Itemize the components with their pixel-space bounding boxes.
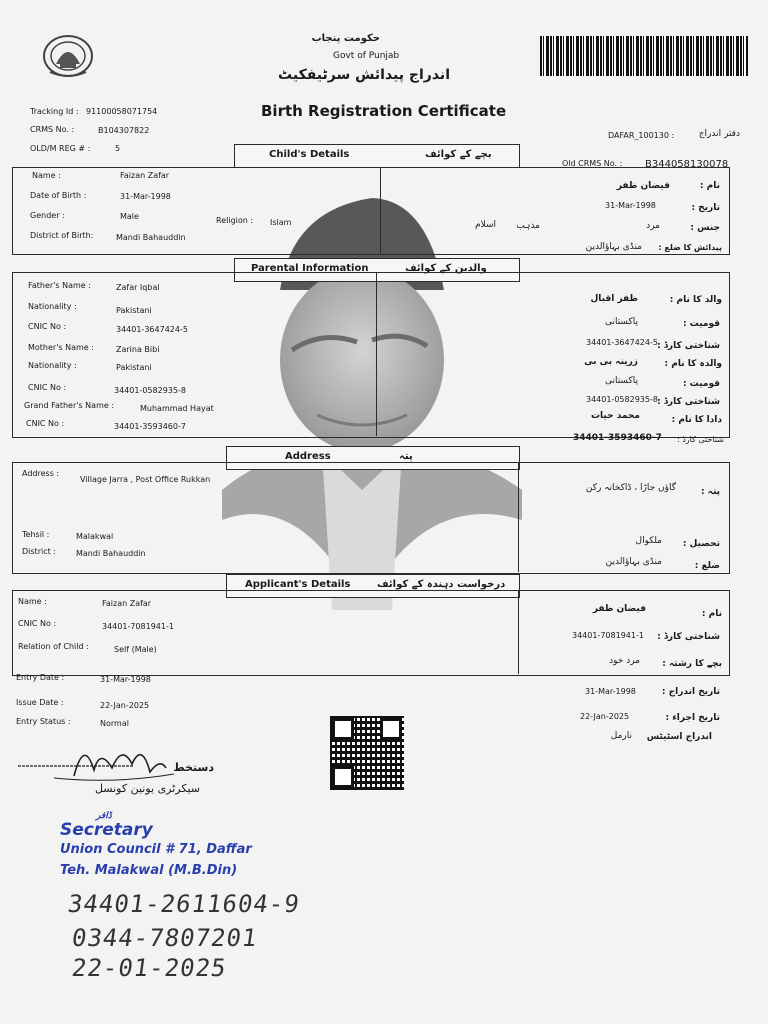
handwritten-cnic: 34401-2611604-9 bbox=[66, 890, 302, 918]
old-reg-label: OLD/M REG # : bbox=[30, 144, 91, 153]
district-value-urdu: منڈی بہاؤالدین bbox=[605, 557, 662, 567]
applicant-name-urdu: فیضان ظفر bbox=[592, 604, 646, 614]
child-district: Mandi Bahauddin bbox=[116, 233, 186, 242]
address-value-urdu: گاؤں جاڑا ، ڈاکخانہ رکن bbox=[585, 483, 676, 493]
child-name: Faizan Zafar bbox=[120, 171, 170, 180]
stamp-small-urdu: ڈافر bbox=[96, 811, 112, 821]
entry-status-urdu: نارمل bbox=[610, 731, 632, 741]
qr-finder-tr bbox=[380, 718, 402, 740]
applicant-section-title: Applicant's Details bbox=[245, 579, 351, 590]
old-crms-label: Old CRMS No. : bbox=[562, 159, 623, 168]
barcode bbox=[540, 36, 748, 76]
child-dob: 31-Mar-1998 bbox=[120, 192, 171, 201]
address-label: Address : bbox=[22, 469, 60, 478]
child-dob-urdu: 31-Mar-1998 bbox=[605, 201, 656, 210]
dafar-code: DAFAR_100130 : bbox=[608, 131, 675, 140]
nationality1-label: Nationality : bbox=[28, 302, 77, 311]
grandfather-label-urdu: دادا کا نام : bbox=[671, 415, 722, 425]
mother-name-urdu: زرینہ بی بی bbox=[584, 357, 638, 367]
secretary-label-urdu: سیکرٹری یونین کونسل bbox=[94, 782, 200, 795]
tehsil-label: Tehsil : bbox=[22, 530, 50, 539]
applicant-name-label: Name : bbox=[18, 597, 47, 606]
father-label-urdu: والد کا نام : bbox=[669, 295, 722, 305]
old-crms-value: B344058130078 bbox=[645, 159, 729, 170]
entry-status-label-urdu: اندراج اسٹیٹس bbox=[646, 732, 712, 742]
applicant-cnic: 34401-7081941-1 bbox=[102, 622, 174, 631]
father-name: Zafar Iqbal bbox=[116, 283, 160, 292]
nationality1: Pakistani bbox=[116, 306, 152, 315]
parent-divider bbox=[376, 272, 377, 436]
child-religion-label: Religion : bbox=[216, 216, 254, 225]
child-gender-urdu: مرد bbox=[646, 221, 660, 231]
punjab-emblem-logo bbox=[40, 30, 96, 80]
cnic3-label-urdu: شناختی کارڈ : bbox=[676, 435, 724, 444]
nationality2-label-urdu: قومیت : bbox=[682, 379, 720, 389]
crms-value: B104307822 bbox=[98, 126, 150, 135]
cnic1-label: CNIC No : bbox=[28, 322, 67, 331]
qr-finder-bl bbox=[332, 766, 354, 788]
applicant-name: Faizan Zafar bbox=[102, 599, 152, 608]
applicant-name-label-urdu: نام : bbox=[701, 609, 722, 619]
entry-status-label: Entry Status : bbox=[16, 717, 71, 726]
district-label: District : bbox=[22, 547, 56, 556]
relation-value-urdu: مرد خود bbox=[609, 656, 640, 666]
certificate-title-urdu: اندراج پیدائش سرٹیفکیٹ bbox=[278, 67, 450, 83]
mother-label-urdu: والدہ کا نام : bbox=[664, 359, 722, 369]
old-reg-value: 5 bbox=[115, 144, 121, 153]
entry-status: Normal bbox=[100, 719, 129, 728]
applicant-cnic-label-urdu: شناختی کارڈ : bbox=[657, 632, 720, 642]
cnic2-label-urdu: شناختی کارڈ : bbox=[657, 397, 720, 407]
tehsil-value: Malakwal bbox=[76, 532, 114, 541]
crms-label: CRMS No. : bbox=[30, 125, 75, 134]
tracking-label: Tracking Id : bbox=[30, 107, 79, 116]
tracking-value: 91100058071754 bbox=[86, 107, 158, 116]
address-divider bbox=[518, 462, 519, 572]
district-value: Mandi Bahauddin bbox=[76, 549, 146, 558]
mother-name: Zarina Bibi bbox=[116, 345, 160, 354]
cnic3: 34401-3593460-7 bbox=[114, 422, 186, 431]
child-divider bbox=[380, 167, 381, 253]
child-gender-label: Gender : bbox=[30, 211, 65, 220]
child-section-title-urdu: بچے کے کوائف bbox=[425, 149, 492, 160]
address-label-urdu: پتہ : bbox=[700, 487, 720, 497]
child-name-urdu: فیضان ظفر bbox=[616, 181, 670, 191]
address-section-title: Address bbox=[285, 451, 331, 462]
issue-date-label-urdu: تاریخ اجراء : bbox=[665, 713, 720, 723]
issue-date-urdu: 22-Jan-2025 bbox=[580, 712, 630, 721]
grandfather-name: Muhammad Hayat bbox=[140, 404, 214, 413]
cnic3-urdu: 34401-3593460-7 bbox=[573, 433, 662, 443]
nationality2-label: Nationality : bbox=[28, 361, 77, 370]
stamp-tehsil: Teh. Malakwal (M.B.Din) bbox=[60, 863, 238, 878]
cnic3-label: CNIC No : bbox=[26, 419, 65, 428]
relation-label-urdu: بچے کا رشتہ : bbox=[662, 659, 722, 669]
child-religion-urdu: اسلام bbox=[475, 220, 496, 230]
applicant-divider bbox=[518, 590, 519, 674]
tehsil-label-urdu: تحصیل : bbox=[682, 539, 720, 549]
mother-label: Mother's Name : bbox=[28, 343, 94, 352]
grandfather-name-urdu: محمد حیات bbox=[590, 411, 640, 421]
child-religion-label-urdu: مذہب bbox=[516, 221, 540, 231]
child-dob-label: Date of Birth : bbox=[30, 191, 87, 200]
stamp-secretary: Secretary bbox=[60, 820, 153, 840]
nationality2: Pakistani bbox=[116, 363, 152, 372]
father-name-urdu: ظفر اقبال bbox=[590, 294, 638, 304]
issue-date: 22-Jan-2025 bbox=[100, 701, 150, 710]
entry-date: 31-Mar-1998 bbox=[100, 675, 151, 684]
child-gender: Male bbox=[120, 212, 139, 221]
child-district-label-urdu: پیدائش کا ضلع : bbox=[658, 243, 722, 252]
child-district-urdu: منڈی بہاؤالدین bbox=[585, 242, 642, 252]
district-label-urdu: ضلع : bbox=[694, 561, 720, 571]
govt-title: Govt of Punjab bbox=[333, 51, 400, 61]
handwritten-date: 22-01-2025 bbox=[70, 954, 229, 982]
dafar-label-urdu: دفتر اندراج bbox=[698, 129, 740, 139]
handwritten-phone: 0344-7807201 bbox=[70, 924, 260, 952]
child-district-label: District of Birth: bbox=[30, 231, 94, 240]
issue-date-label: Issue Date : bbox=[16, 698, 64, 707]
relation-label: Relation of Child : bbox=[18, 642, 89, 651]
entry-date-label: Entry Date : bbox=[16, 673, 65, 682]
govt-title-urdu: حکومت پنجاب bbox=[311, 33, 380, 44]
father-label: Father's Name : bbox=[28, 281, 91, 290]
child-dob-label-urdu: تاریخ : bbox=[691, 203, 720, 213]
relation-value: Self (Male) bbox=[114, 645, 157, 654]
applicant-section-title-urdu: درخواست دہندہ کے کوائف bbox=[377, 579, 506, 590]
child-section-title: Child's Details bbox=[269, 149, 350, 160]
cnic1-label-urdu: شناختی کارڈ : bbox=[657, 341, 720, 351]
stamp-union-council: Union Council # 71, Daffar bbox=[60, 842, 252, 857]
child-gender-label-urdu: جنس : bbox=[690, 223, 720, 233]
grandfather-label: Grand Father's Name : bbox=[24, 401, 115, 410]
qr-code bbox=[330, 716, 404, 790]
address-section-title-urdu: پتہ bbox=[399, 451, 413, 462]
entry-date-label-urdu: تاریخ اندراج : bbox=[661, 687, 720, 697]
child-name-label-urdu: نام : bbox=[699, 181, 720, 191]
address-value: Village Jarra , Post Office Rukkan bbox=[80, 475, 211, 484]
entry-date-urdu: 31-Mar-1998 bbox=[585, 687, 636, 696]
qr-finder-tl bbox=[332, 718, 354, 740]
nationality2-urdu: پاکستانی bbox=[604, 376, 638, 386]
cnic1-urdu: 34401-3647424-5 bbox=[586, 338, 658, 347]
parent-section-title-urdu: والدین کے کوائف bbox=[405, 263, 487, 274]
cnic2-urdu: 34401-0582935-8 bbox=[586, 395, 658, 404]
nationality1-urdu: پاکستانی bbox=[604, 317, 638, 327]
parent-section-title: Parental Information bbox=[251, 263, 369, 274]
signature-label-urdu: دستخط bbox=[173, 761, 214, 774]
certificate-title: Birth Registration Certificate bbox=[261, 102, 507, 120]
child-religion: Islam bbox=[270, 218, 292, 227]
cnic2-label: CNIC No : bbox=[28, 383, 67, 392]
tehsil-value-urdu: ملکوال bbox=[635, 536, 662, 546]
nationality1-label-urdu: قومیت : bbox=[682, 319, 720, 329]
cnic1: 34401-3647424-5 bbox=[116, 325, 188, 334]
cnic2: 34401-0582935-8 bbox=[114, 386, 186, 395]
applicant-cnic-urdu: 34401-7081941-1 bbox=[572, 631, 644, 640]
child-name-label: Name : bbox=[32, 171, 61, 180]
child-section-header bbox=[234, 144, 520, 168]
applicant-cnic-label: CNIC No : bbox=[18, 619, 57, 628]
